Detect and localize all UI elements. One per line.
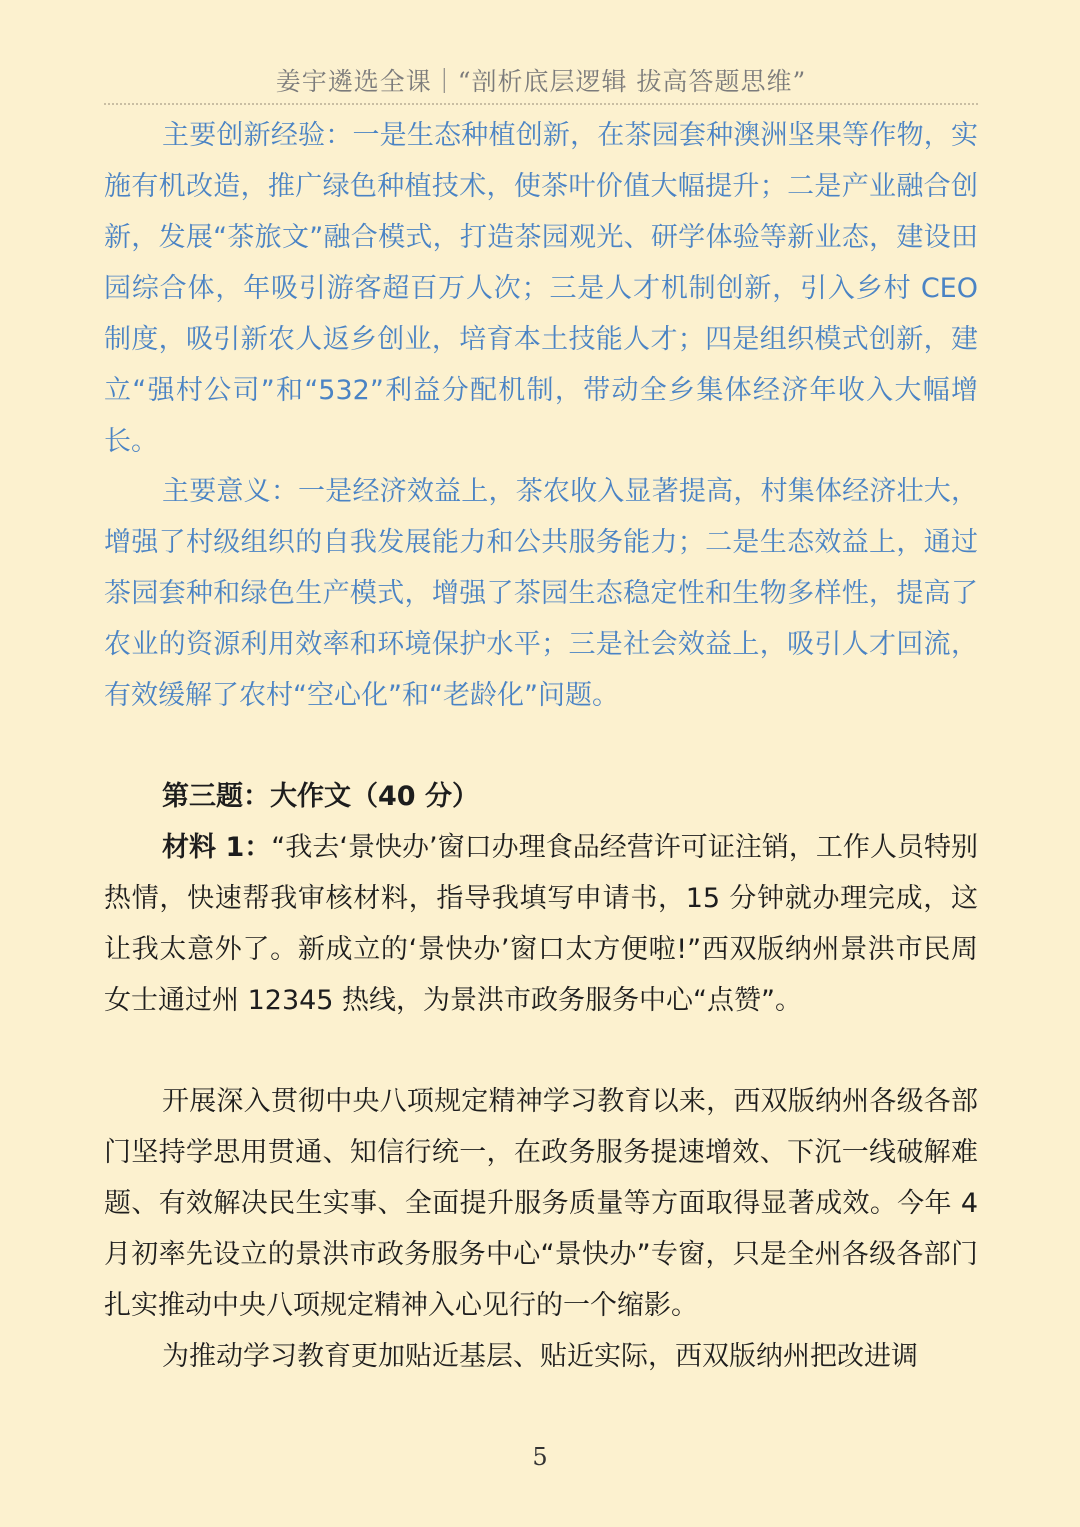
running-header: 姜宇遴选全课｜“剖析底层逻辑 拔高答题思维” <box>275 67 807 96</box>
header-divider <box>104 103 978 105</box>
question3-heading: 第三题：大作文（40 分） <box>162 781 479 812</box>
innovation-paragraph: 主要创新经验：一是生态种植创新，在茶园套种澳洲坚果等作物，实施有机改造，推广绿色种植技术，使茶叶价值大幅提升；二是产业融合创新，发展“茶旅文”融合模式，打造茶园观光、研学体验等新业态，建设田园综合体，年吸引游客超百万人次；三是人才机制创新，引入乡村 CEO 制度，吸引新农人返乡创业，培育本土技能人才；四是组织模式创新，建立“强村公司”和“532”利益分配机制，带动全乡集体经济年收入大幅增长。 <box>104 120 978 457</box>
significance-paragraph: 主要意义：一是经济效益上，茶农收入显著提高，村集体经济壮大，增强了村级组织的自我发展能力和公共服务能力；二是生态效益上，通过茶园套种和绿色生产模式，增强了茶园生态稳定性和生物多样性，提高了农业的资源利用效率和环境保护水平；三是社会效益上，吸引人才回流，有效缓解了农村“空心化”和“老龄化”问题。 <box>104 476 978 711</box>
body-paragraph-3: 为推动学习教育更加贴近基层、贴近实际，西双版纳州把改进调 <box>162 1341 918 1372</box>
material1-text: “我去‘景快办’窗口办理食品经营许可证注销，工作人员特别热情，快速帮我审核材料，指导我填写申请书，15 分钟就办理完成，这让我太意外了。新成立的‘景快办’窗口太方便啦!”西双版纳州景洪市民周女士通过州 12345 热线，为景洪市政务服务中心“点赞”。 <box>104 832 979 1016</box>
body-paragraph-2: 开展深入贯彻中央八项规定精神学习教育以来，西双版纳州各级各部门坚持学思用贯通、知信行统一，在政务服务提速增效、下沉一线破解难题、有效解决民生实事、全面提升服务质量等方面取得显著成效。今年 4 月初率先设立的景洪市政务服务中心“景快办”专窗，只是全州各级各部门扎实推动中央八项规定精神入心见行的一个缩影。 <box>104 1086 978 1321</box>
material1-label: 材料 1： <box>162 832 272 863</box>
material1-paragraph <box>104 822 978 1026</box>
page-number: 5 <box>532 1443 548 1471</box>
